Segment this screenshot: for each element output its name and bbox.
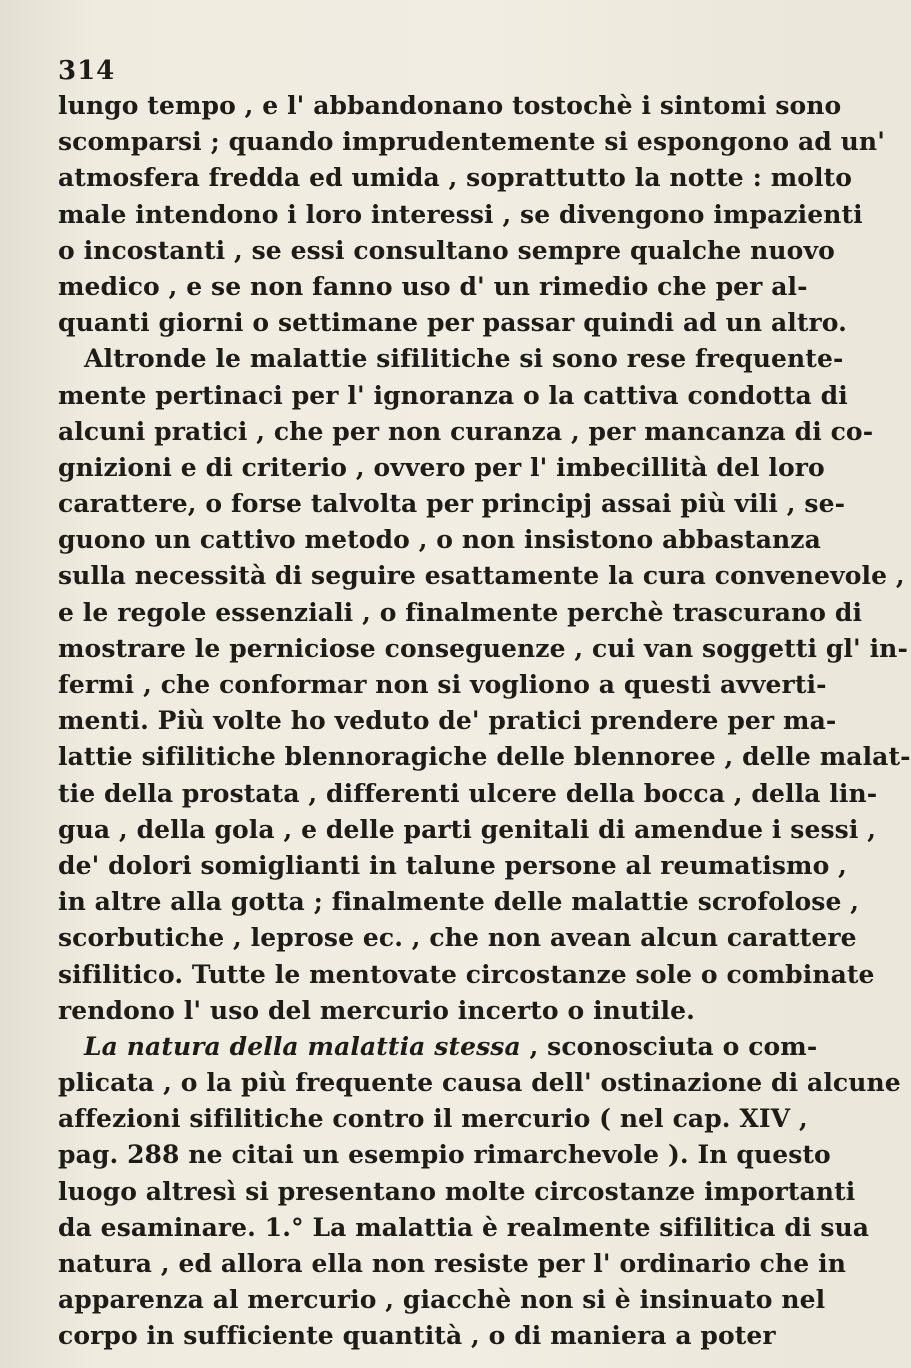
text-line: atmosfera fredda ed umida , soprattutto la notte : molto bbox=[58, 163, 853, 193]
text-line: natura , ed allora ella non resiste per l' ordinario che in bbox=[58, 1249, 846, 1278]
text-line: lungo tempo , e l' abbandonano tostochè i sintomi sono bbox=[58, 91, 842, 120]
text-line: gua , della gola , e delle parti genitali di amendue i sessi , bbox=[58, 814, 877, 844]
text-line: guono un cattivo metodo , o non insistono abbastanza bbox=[58, 525, 821, 555]
body-text bbox=[58, 88, 911, 1355]
text-line: sulla necessità di seguire esattamente la cura convenevole , bbox=[58, 561, 905, 591]
text-line: scorbutiche , leprose ec. , che non avean alcun carattere bbox=[58, 923, 857, 953]
text-line: La natura della malattia stessa , sconosciuta o com- bbox=[84, 1031, 818, 1061]
text-line: mente pertinaci per l' ignoranza o la cattiva condotta di bbox=[58, 380, 848, 410]
text-line: scomparsi ; quando imprudentemente si espongono ad un' bbox=[58, 127, 885, 157]
text-line: o incostanti , se essi consultano sempre qualche nuovo bbox=[58, 235, 835, 265]
text-line: da esaminare. 1.° La malattia è realmente sifilitica di sua bbox=[58, 1212, 870, 1242]
text-line: affezioni sifilitiche contro il mercurio ( nel cap. XIV , bbox=[58, 1104, 808, 1134]
text-line: plicata , o la più frequente causa dell' ostinazione di alcune bbox=[58, 1068, 901, 1098]
text-line: luogo altresì si presentano molte circostanze importanti bbox=[58, 1176, 856, 1206]
text-line: gnizioni e di criterio , ovvero per l' imbecillità del loro bbox=[58, 452, 825, 482]
text-line: menti. Più volte ho veduto de' pratici prendere per ma- bbox=[58, 706, 837, 736]
text-line: quanti giorni o settimane per passar quindi ad un altro. bbox=[58, 308, 847, 338]
text-line: lattie sifilitiche blennoragiche delle blennoree , delle malat- bbox=[58, 742, 911, 772]
text-line: apparenza al mercurio , giacchè non si è insinuato nel bbox=[58, 1285, 826, 1315]
text-line: in altre alla gotta ; finalmente delle malattie scrofolose , bbox=[58, 887, 860, 917]
text-line: pag. 288 ne citai un esempio rimarchevole ). In questo bbox=[58, 1140, 831, 1170]
text-line: Altronde le malattie sifilitiche si sono rese frequente- bbox=[84, 344, 844, 374]
text-line: carattere, o forse talvolta per principj assai più vili , se- bbox=[58, 489, 846, 519]
text-line: mostrare le perniciose conseguenze , cui van soggetti gl' in- bbox=[58, 633, 908, 663]
text-line: sifilitico. Tutte le mentovate circostanze sole o combinate bbox=[58, 959, 875, 989]
text-line: alcuni pratici , che per non curanza , per mancanza di co- bbox=[58, 416, 874, 446]
text-line: fermi , che conformar non si vogliono a questi avverti- bbox=[58, 670, 827, 699]
text-line: tie della prostata , differenti ulcere della bocca , della lin- bbox=[58, 778, 878, 808]
text-line: medico , e se non fanno uso d' un rimedio che per al- bbox=[58, 271, 808, 301]
text-line: de' dolori somiglianti in talune persone al reumatismo , bbox=[58, 850, 847, 880]
text-line: corpo in sufficiente quantità , o di maniera a poter bbox=[58, 1321, 776, 1351]
text-line: e le regole essenziali , o finalmente perchè trascurano di bbox=[58, 597, 863, 627]
text-line: rendono l' uso del mercurio incerto o inutile. bbox=[58, 995, 695, 1025]
text-line: male intendono i loro interessi , se divengono impazienti bbox=[58, 199, 863, 229]
page-number: 314 bbox=[58, 56, 116, 86]
